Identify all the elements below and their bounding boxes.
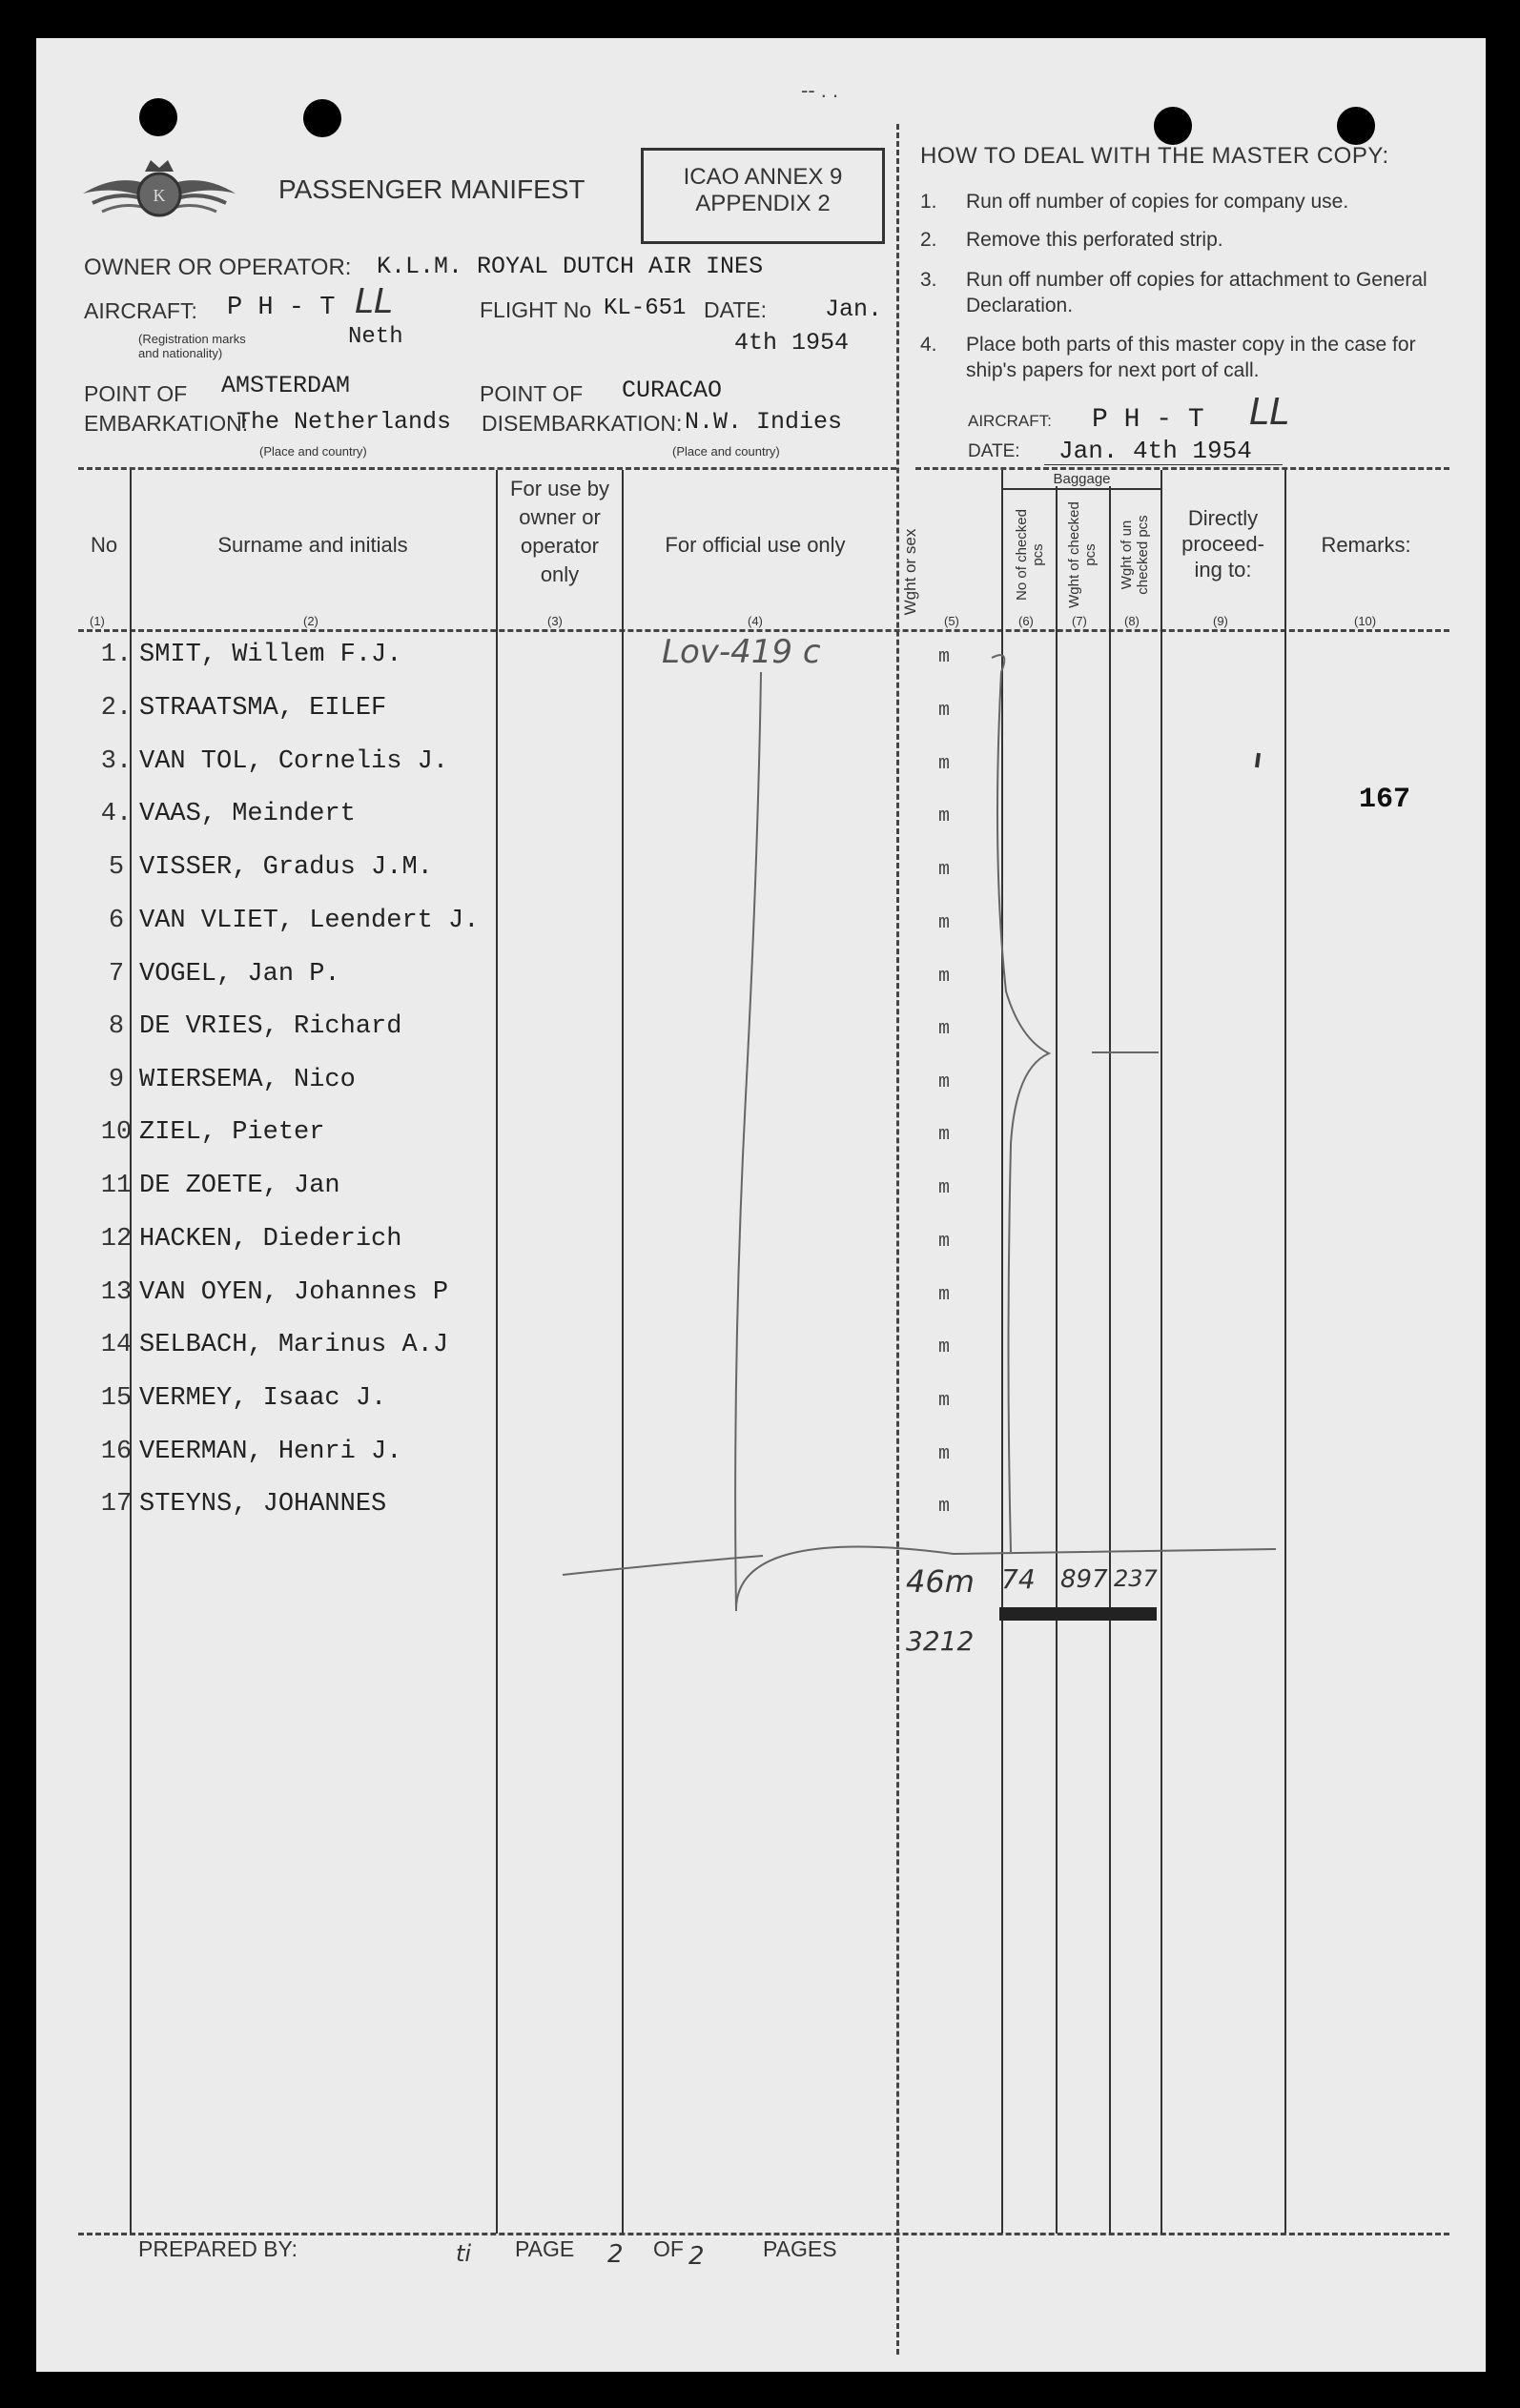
colnum: (9) <box>1213 614 1228 628</box>
row-number: 7 <box>108 960 125 989</box>
row-number: 3. <box>100 747 133 776</box>
embark-caption: (Place and country) <box>259 444 367 459</box>
colnum: (8) <box>1124 614 1140 628</box>
weight-or-sex: m <box>938 753 951 775</box>
owner-value: K.L.M. ROYAL DUTCH AIR INES <box>377 253 764 280</box>
embark-value-2: The Netherlands <box>236 408 452 436</box>
right-date-value: Jan. 4th 1954 <box>1058 437 1252 465</box>
right-aircraft-label: AIRCRAFT: <box>968 412 1052 430</box>
weight-or-sex: m <box>938 859 951 881</box>
weight-or-sex: m <box>938 1284 951 1306</box>
right-aircraft-hand: LL <box>1249 391 1290 433</box>
row-number: 15 <box>100 1384 133 1413</box>
col-wght-unchecked-header: Wght of un checked pcs <box>1119 515 1151 595</box>
grand-total: 3212 <box>906 1625 975 1657</box>
page-number: 2 <box>607 2240 624 2269</box>
aircraft-label: AIRCRAFT: <box>84 298 197 323</box>
passenger-name: ZIEL, Pieter <box>139 1118 325 1147</box>
date-value-1: Jan. <box>825 296 883 323</box>
passenger-name: STEYNS, JOHANNES <box>139 1490 387 1519</box>
row-number: 14 <box>100 1331 133 1359</box>
weight-or-sex: m <box>938 966 951 988</box>
passenger-name: VEERMAN, Henri J. <box>139 1438 402 1466</box>
col-directly-header: Directly proceed-ing to: <box>1181 506 1264 582</box>
passenger-name: WIERSEMA, Nico <box>139 1066 356 1094</box>
weight-or-sex: m <box>938 1443 951 1465</box>
weight-or-sex: m <box>938 646 951 668</box>
row-number: 4. <box>100 800 133 828</box>
weight-or-sex: m <box>938 700 951 722</box>
row-number: 17 <box>100 1490 133 1519</box>
embark-label-2: EMBARKATION: <box>84 411 249 436</box>
weight-or-sex: m <box>938 912 951 934</box>
total-checked-pcs: 74 <box>1001 1563 1036 1595</box>
row-number: 6 <box>108 907 125 935</box>
passenger-name: VAN TOL, Cornelis J. <box>139 747 449 776</box>
row-number: 5 <box>108 853 125 882</box>
passenger-name: STRAATSMA, EILEF <box>139 694 387 723</box>
reg-note-1: (Registration marks <box>138 332 246 346</box>
row-number: 10 <box>100 1118 133 1147</box>
passenger-name: SELBACH, Marinus A.J <box>139 1331 449 1359</box>
nationality-value: Neth <box>348 324 403 350</box>
row-number: 1. <box>100 641 133 669</box>
colnum: (3) <box>547 614 563 628</box>
colnum: (2) <box>303 614 318 628</box>
embark-label-1: POINT OF <box>84 381 188 406</box>
total-wght-checked: 897 <box>1060 1565 1108 1594</box>
date-value-2: 4th 1954 <box>734 329 850 357</box>
colnum: (5) <box>944 614 959 628</box>
disembark-label-1: POINT OF <box>480 381 584 406</box>
colnum: (1) <box>90 614 105 628</box>
col-name-header: Surname and initials <box>217 533 408 557</box>
embark-value-1: AMSTERDAM <box>221 372 351 399</box>
total-wght-unchecked: 237 <box>1114 1565 1158 1592</box>
passenger-name: VAN VLIET, Leendert J. <box>139 907 480 935</box>
col-owner-header: For use by owner or operator only <box>510 477 609 586</box>
weight-or-sex: m <box>938 1071 951 1093</box>
col-official-header: For official use only <box>665 533 846 557</box>
page-title: PASSENGER MANIFEST <box>278 174 585 204</box>
instruction-num: 4. <box>920 334 937 356</box>
colnum: (4) <box>748 614 763 628</box>
disembark-caption: (Place and country) <box>672 444 780 459</box>
total-pages: 2 <box>688 2242 705 2271</box>
col-checked-pcs-header: No of checked pcs <box>1014 509 1046 601</box>
passenger-name: VERMEY, Isaac J. <box>139 1384 387 1413</box>
instruction-text: Run off number off copies for attachment to General Declaration. <box>966 269 1428 316</box>
instruction-text: Run off number of copies for company use. <box>966 191 1349 213</box>
row-number: 16 <box>100 1438 133 1466</box>
instruction-text: Remove this perforated strip. <box>966 229 1223 251</box>
instruction-num: 2. <box>920 229 937 251</box>
instruction-text: Place both parts of this master copy in the case for ship's papers for next port of call. <box>966 334 1416 381</box>
pages-label: PAGES <box>763 2236 837 2261</box>
row-number: 9 <box>108 1066 125 1094</box>
weight-or-sex: m <box>938 1177 951 1199</box>
instruction-num: 1. <box>920 191 937 213</box>
disembark-value-2: N.W. Indies <box>685 408 843 436</box>
disembark-value-1: CURACAO <box>622 377 723 404</box>
passenger-name: VOGEL, Jan P. <box>139 960 340 989</box>
passenger-name: DE ZOETE, Jan <box>139 1172 340 1200</box>
aircraft-value: P H - T <box>227 294 336 322</box>
passenger-name: DE VRIES, Richard <box>139 1012 402 1041</box>
top-marks: -- . . <box>801 78 839 102</box>
flight-label: FLIGHT No <box>480 297 592 322</box>
weight-or-sex: m <box>938 806 951 827</box>
row-number: 2. <box>100 694 133 723</box>
row-number: 13 <box>100 1278 133 1307</box>
weight-or-sex: m <box>938 1124 951 1146</box>
prepared-by-label: PREPARED BY: <box>138 2236 298 2261</box>
colnum: (10) <box>1354 614 1377 628</box>
passenger-name: HACKEN, Diederich <box>139 1225 402 1254</box>
row-number: 11 <box>100 1172 133 1200</box>
col-wght-checked-header: Wght of checked pcs <box>1066 501 1099 608</box>
passenger-name: VISSER, Gradus J.M. <box>139 853 433 882</box>
passenger-name: SMIT, Willem F.J. <box>139 641 402 669</box>
of-label: OF <box>653 2236 684 2261</box>
aircraft-hand: LL <box>355 282 394 321</box>
passenger-name: VAAS, Meindert <box>139 800 356 828</box>
total-weight: 46m <box>906 1563 975 1600</box>
disembark-label-2: DISEMBARKATION: <box>482 411 683 436</box>
col-no-header: No <box>90 533 118 557</box>
flight-value: KL-651 <box>604 296 687 321</box>
row-number: 12 <box>100 1225 133 1254</box>
col-weight-header: Wght or sex <box>901 528 919 616</box>
date-label: DATE: <box>704 297 768 322</box>
scribble-mark <box>999 1607 1157 1621</box>
prepared-initials: ti <box>456 2240 472 2267</box>
row-number: 8 <box>108 1012 125 1041</box>
instructions-title: HOW TO DEAL WITH THE MASTER COPY: <box>920 143 1389 169</box>
colnum: (7) <box>1072 614 1087 628</box>
page-label: PAGE <box>515 2236 575 2261</box>
weight-or-sex: m <box>938 1496 951 1518</box>
colnum: (6) <box>1018 614 1034 628</box>
instruction-num: 3. <box>920 269 937 291</box>
icao-line-1: ICAO ANNEX 9 <box>683 164 843 190</box>
owner-label: OWNER OR OPERATOR: <box>84 255 352 280</box>
weight-or-sex: m <box>938 1337 951 1358</box>
passenger-name: VAN OYEN, Johannes P <box>139 1278 449 1307</box>
weight-or-sex: m <box>938 1018 951 1040</box>
remark-mark: 167 <box>1359 784 1411 816</box>
right-aircraft-value: P H - T <box>1092 405 1204 435</box>
icao-line-2: APPENDIX 2 <box>695 191 831 216</box>
col-remarks-header: Remarks: <box>1321 533 1411 557</box>
reg-note-2: and nationality) <box>138 346 223 360</box>
weight-or-sex: m <box>938 1231 951 1253</box>
official-annotation: Lov-419 c <box>662 633 821 671</box>
col-baggage-header: Baggage <box>1053 471 1111 487</box>
svg-text:K: K <box>153 186 166 205</box>
weight-or-sex: m <box>938 1390 951 1412</box>
right-date-label: DATE: <box>968 441 1020 461</box>
